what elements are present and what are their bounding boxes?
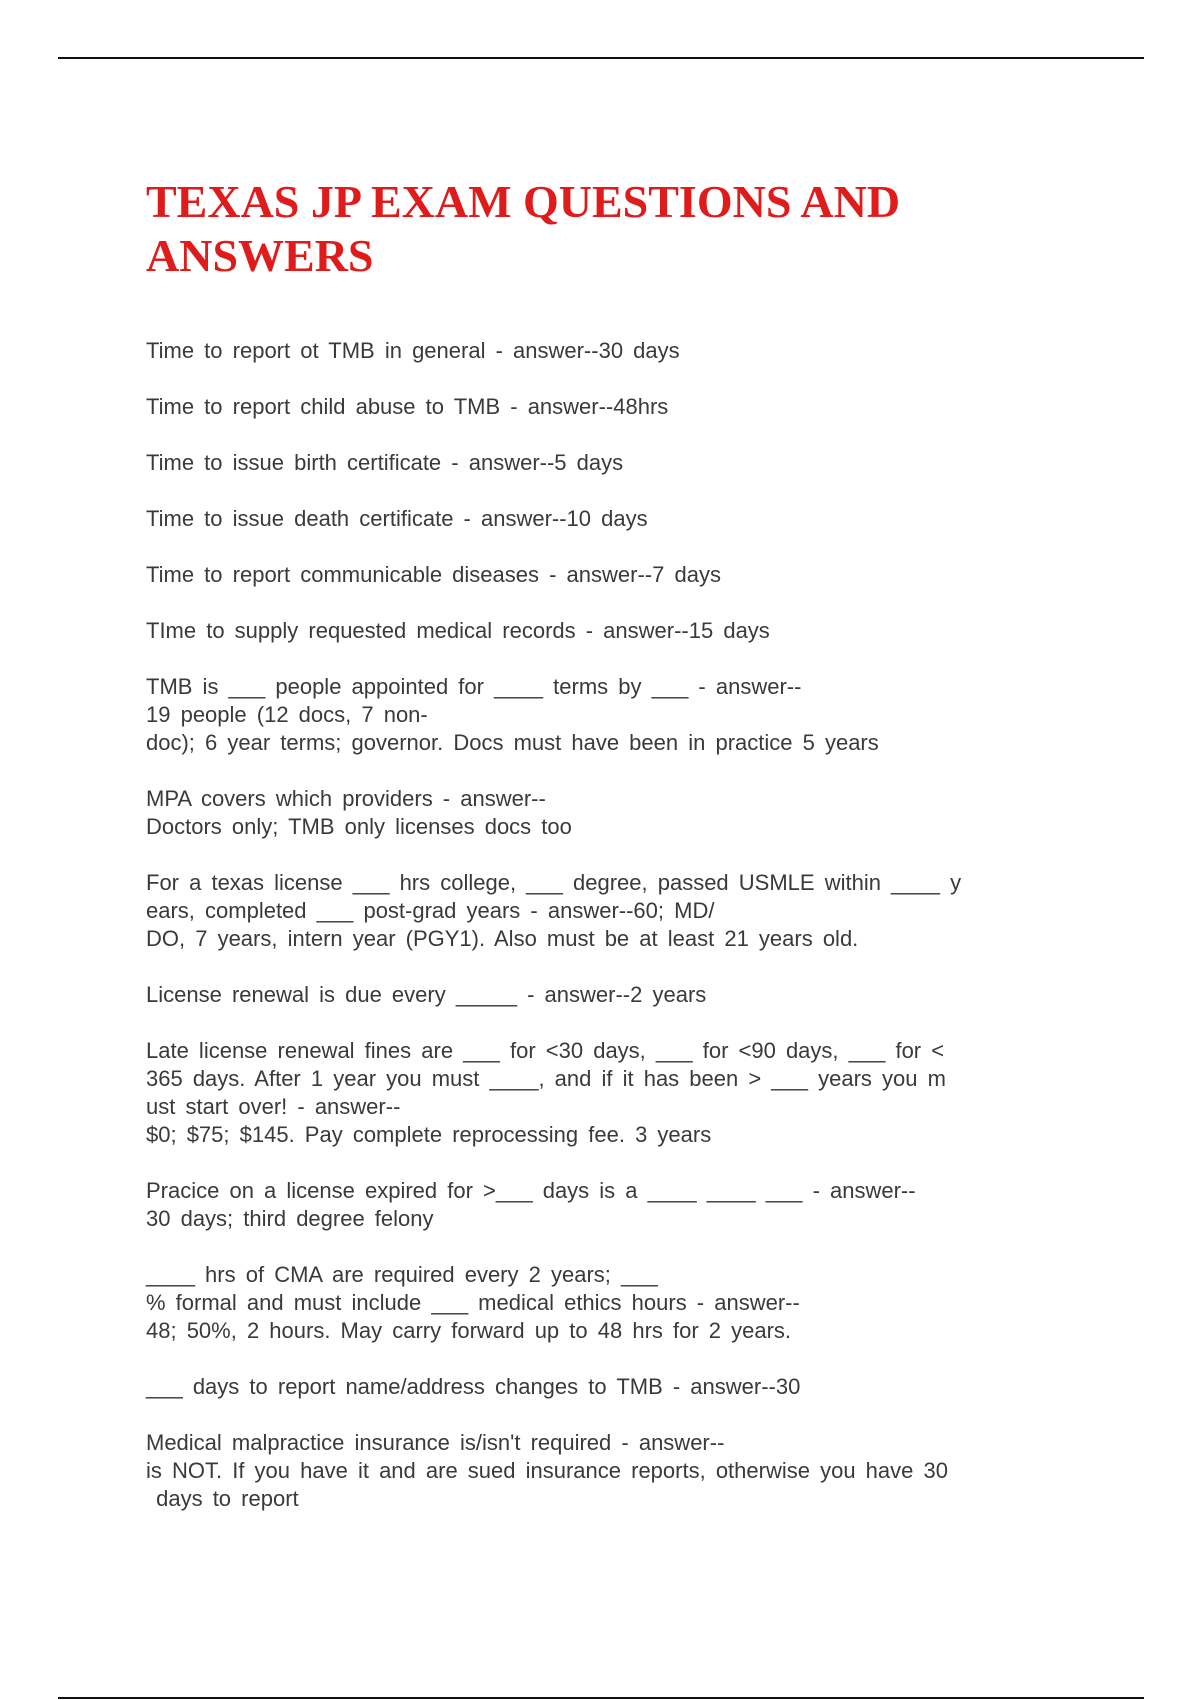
qa-item [146, 617, 1066, 645]
qa-item [146, 1037, 1066, 1149]
qa-line: 19 people (12 docs, 7 non- [146, 702, 428, 727]
qa-line: $0; $75; $145. Pay complete reprocessing fee. 3 years [146, 1122, 712, 1147]
qa-line: Late license renewal fines are ___ for <30 days, ___ for <90 days, ___ for < [146, 1038, 945, 1063]
qa-item [146, 1429, 1066, 1513]
qa-line: DO, 7 years, intern year (PGY1). Also must be at least 21 years old. [146, 926, 859, 951]
qa-line: ____ hrs of CMA are required every 2 years; ___ [146, 1262, 658, 1287]
qa-line: MPA covers which providers - answer-- [146, 786, 546, 811]
qa-line: 365 days. After 1 year you must ____, and if it has been > ___ years you m [146, 1066, 946, 1091]
qa-line: 30 days; third degree felony [146, 1206, 434, 1231]
qa-line: is NOT. If you have it and are sued insurance reports, otherwise you have 30 [146, 1458, 948, 1483]
qa-item [146, 1373, 1066, 1401]
document-title [146, 175, 1066, 283]
qa-list [146, 337, 1066, 1513]
qa-line: License renewal is due every _____ - answer--2 years [146, 982, 707, 1007]
qa-line: doc); 6 year terms; governor. Docs must have been in practice 5 years [146, 730, 879, 755]
qa-line: Time to issue death certificate - answer--10 days [146, 506, 648, 531]
top-rule [58, 57, 1144, 59]
qa-item [146, 505, 1066, 533]
qa-line: ust start over! - answer-- [146, 1094, 401, 1119]
qa-line: Time to issue birth certificate - answer--5 days [146, 450, 624, 475]
qa-item [146, 561, 1066, 589]
qa-line: ears, completed ___ post-grad years - answer--60; MD/ [146, 898, 715, 923]
bottom-rule [58, 1697, 1144, 1699]
qa-item [146, 673, 1066, 757]
qa-line: days to report [146, 1486, 299, 1511]
qa-line: TMB is ___ people appointed for ____ terms by ___ - answer-- [146, 674, 802, 699]
qa-line: ___ days to report name/address changes to TMB - answer--30 [146, 1374, 801, 1399]
document-body [146, 175, 1066, 1541]
qa-line: Time to report child abuse to TMB - answer--48hrs [146, 394, 669, 419]
qa-item [146, 1177, 1066, 1233]
qa-line: % formal and must include ___ medical ethics hours - answer-- [146, 1290, 800, 1315]
qa-item [146, 449, 1066, 477]
qa-item [146, 337, 1066, 365]
qa-item [146, 869, 1066, 953]
qa-line: TIme to supply requested medical records - answer--15 days [146, 618, 770, 643]
qa-line: Doctors only; TMB only licenses docs too [146, 814, 572, 839]
title-line-1: TEXAS JP EXAM QUESTIONS AND [146, 176, 901, 227]
qa-line: For a texas license ___ hrs college, ___ degree, passed USMLE within ____ y [146, 870, 962, 895]
qa-line: Time to report communicable diseases - answer--7 days [146, 562, 721, 587]
qa-item [146, 785, 1066, 841]
qa-line: Time to report ot TMB in general - answer--30 days [146, 338, 680, 363]
qa-item [146, 1261, 1066, 1345]
qa-item [146, 981, 1066, 1009]
qa-line: Pracice on a license expired for >___ days is a ____ ____ ___ - answer-- [146, 1178, 916, 1203]
qa-line: Medical malpractice insurance is/isn't required - answer-- [146, 1430, 725, 1455]
qa-item [146, 393, 1066, 421]
title-line-2: ANSWERS [146, 230, 374, 281]
qa-line: 48; 50%, 2 hours. May carry forward up to 48 hrs for 2 years. [146, 1318, 792, 1343]
